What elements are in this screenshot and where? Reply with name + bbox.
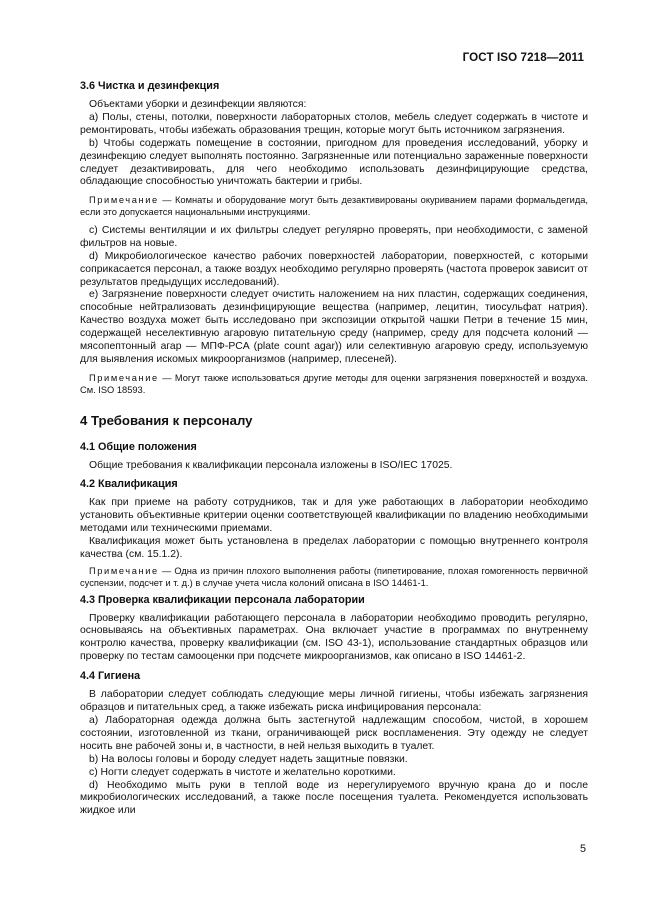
section-3-6-item-e: e) Загрязнение поверхности следует очистить наложением на них пластин, содержащих соединения, способные нейтрализовать дезинфицирующие вещества (например, лецитин, тиосульфат натрия). Качество воздуха может быть исследовано при экспозиции открытой чашки Петри в течение 15 мин, содержащей неселективную агаровую питательную среду (например, среду для подсчета колоний — мясопептонный агар — МПФ-PCA (plate count agar)) или селективную агаровую среду, используемую для выявления искомых микроорганизмов (например, плесеней). (80, 289, 588, 365)
page-number: 5 (579, 843, 586, 855)
section-4-2-title: 4.2 Квалификация (80, 478, 178, 491)
section-4-2-para-2: Квалификация может быть установлена в пределах лаборатории с помощью внутреннего контроля качества (см. 15.1.2). (80, 536, 588, 561)
section-3-6-item-a: a) Полы, стены, потолки, поверхности лабораторных столов, мебель следует содержать в чистоте и ремонтировать, чтобы избежать образования трещин, которые могут быть источником загрязнения. (80, 111, 588, 136)
section-4-3-para-1: Проверку квалификации работающего персонала в лаборатории необходимо проводить регулярно, основываясь на объективных параметрах. Она включает участие в программах по внутреннему контролю качества, проверку квалификации (см. ISO 43-1), использование стандартных образцов или проверку по тестам самооценки при подсчете микроорганизмов, как описано в ISO 14461-2. (80, 612, 588, 663)
note-1-label: Примечание (89, 195, 159, 206)
section-3-6-intro: Объектами уборки и дезинфекции являются: (89, 99, 307, 110)
section-4-1-text: Общие требования к квалификации персонала изложены в ISO/IEC 17025. (89, 459, 453, 471)
section-3-6-item-b: b) Чтобы содержать помещение в состоянии, пригодном для проведения исследований, уборку и дезинфекцию следует выполнять постоянно. Загрязненные или потенциально зараженные поверхности следует дезактивировать, для чего необходимо использовать дезинфицирующие средства, обладающие способностью уничтожать бактерии и грибы. (80, 137, 588, 188)
section-4-4-item-b: b) На волосы головы и бороду следует надеть защитные повязки. (89, 753, 408, 765)
section-3-6-item-d: d) Микробиологическое качество рабочих поверхностей лаборатории, поверхностей, с которыми соприкасается персонал, а также воздух необходимо регулярно проверять (частота проверок зависит от результатов предыдущих исследований). (80, 250, 588, 288)
note-2 (80, 373, 588, 397)
note-2-text: — Могут также использоваться другие методы для оценки загрязнения поверхностей и воздуха. См. ISO 18593. (80, 372, 588, 395)
section-4-4-title: 4.4 Гигиена (80, 670, 141, 683)
note-3-text: — Одна из причин плохого выполнения работы (пипетирование, плохая гомогенность первичной суспензии, подсчет и т. д.) в случае учета числа колоний описана в ISO 14461-1. (80, 565, 588, 588)
section-4-3-title: 4.3 Проверка квалификации персонала лаборатории (80, 593, 365, 606)
section-4-2-para-1: Как при приеме на работу сотрудников, так и для уже работающих в лаборатории необходимо установить объективные критерии оценки соответствующей квалификации по владению необходимыми методами или техническими приемами. (80, 497, 588, 535)
note-2-label: Примечание (89, 372, 159, 383)
section-3-6-title: 3.6 Чистка и дезинфекция (80, 80, 220, 92)
section-4-4-intro: В лаборатории следует соблюдать следующие меры личной гигиены, чтобы избежать загрязнения образцов и питательных сред, а также избежать риска инфицирования персонала: (80, 689, 588, 714)
page-content (80, 72, 588, 818)
section-4-4-item-c: c) Ногти следует содержать в чистоте и желательно короткими. (89, 766, 396, 778)
standard-header: ГОСТ ISO 7218—2011 (462, 51, 584, 64)
note-1-text: — Комнаты и оборудование могут быть дезактивированы окуриванием парами формальдегида, если это допускается национальными инструкциями. (80, 195, 588, 218)
section-4-1-title: 4.1 Общие положения (80, 440, 197, 453)
section-4-4-item-d: d) Необходимо мыть руки в теплой воде из нерегулируемого вручную крана до и после микробиологических исследований, а также после посещения туалета. Рекомендуется использовать жидкое или (80, 779, 588, 817)
section-4-4-item-a: a) Лабораторная одежда должна быть застегнутой надлежащим способом, чистой, в хорошем состоянии, изготовленной из ткани, ограничивающей риск воспламенения. Эту одежду не следует носить вне рабочей зоны и, в частности, в ней нельзя выходить в туалет. (80, 714, 588, 752)
section-3-6-item-c: c) Системы вентиляции и их фильтры следует регулярно проверять, при необходимости, с заменой фильтров на новые. (80, 224, 588, 249)
section-4-title: 4 Требования к персоналу (80, 412, 253, 428)
note-1 (80, 195, 588, 219)
note-3-label: Примечание (89, 565, 159, 576)
note-3 (80, 566, 588, 590)
